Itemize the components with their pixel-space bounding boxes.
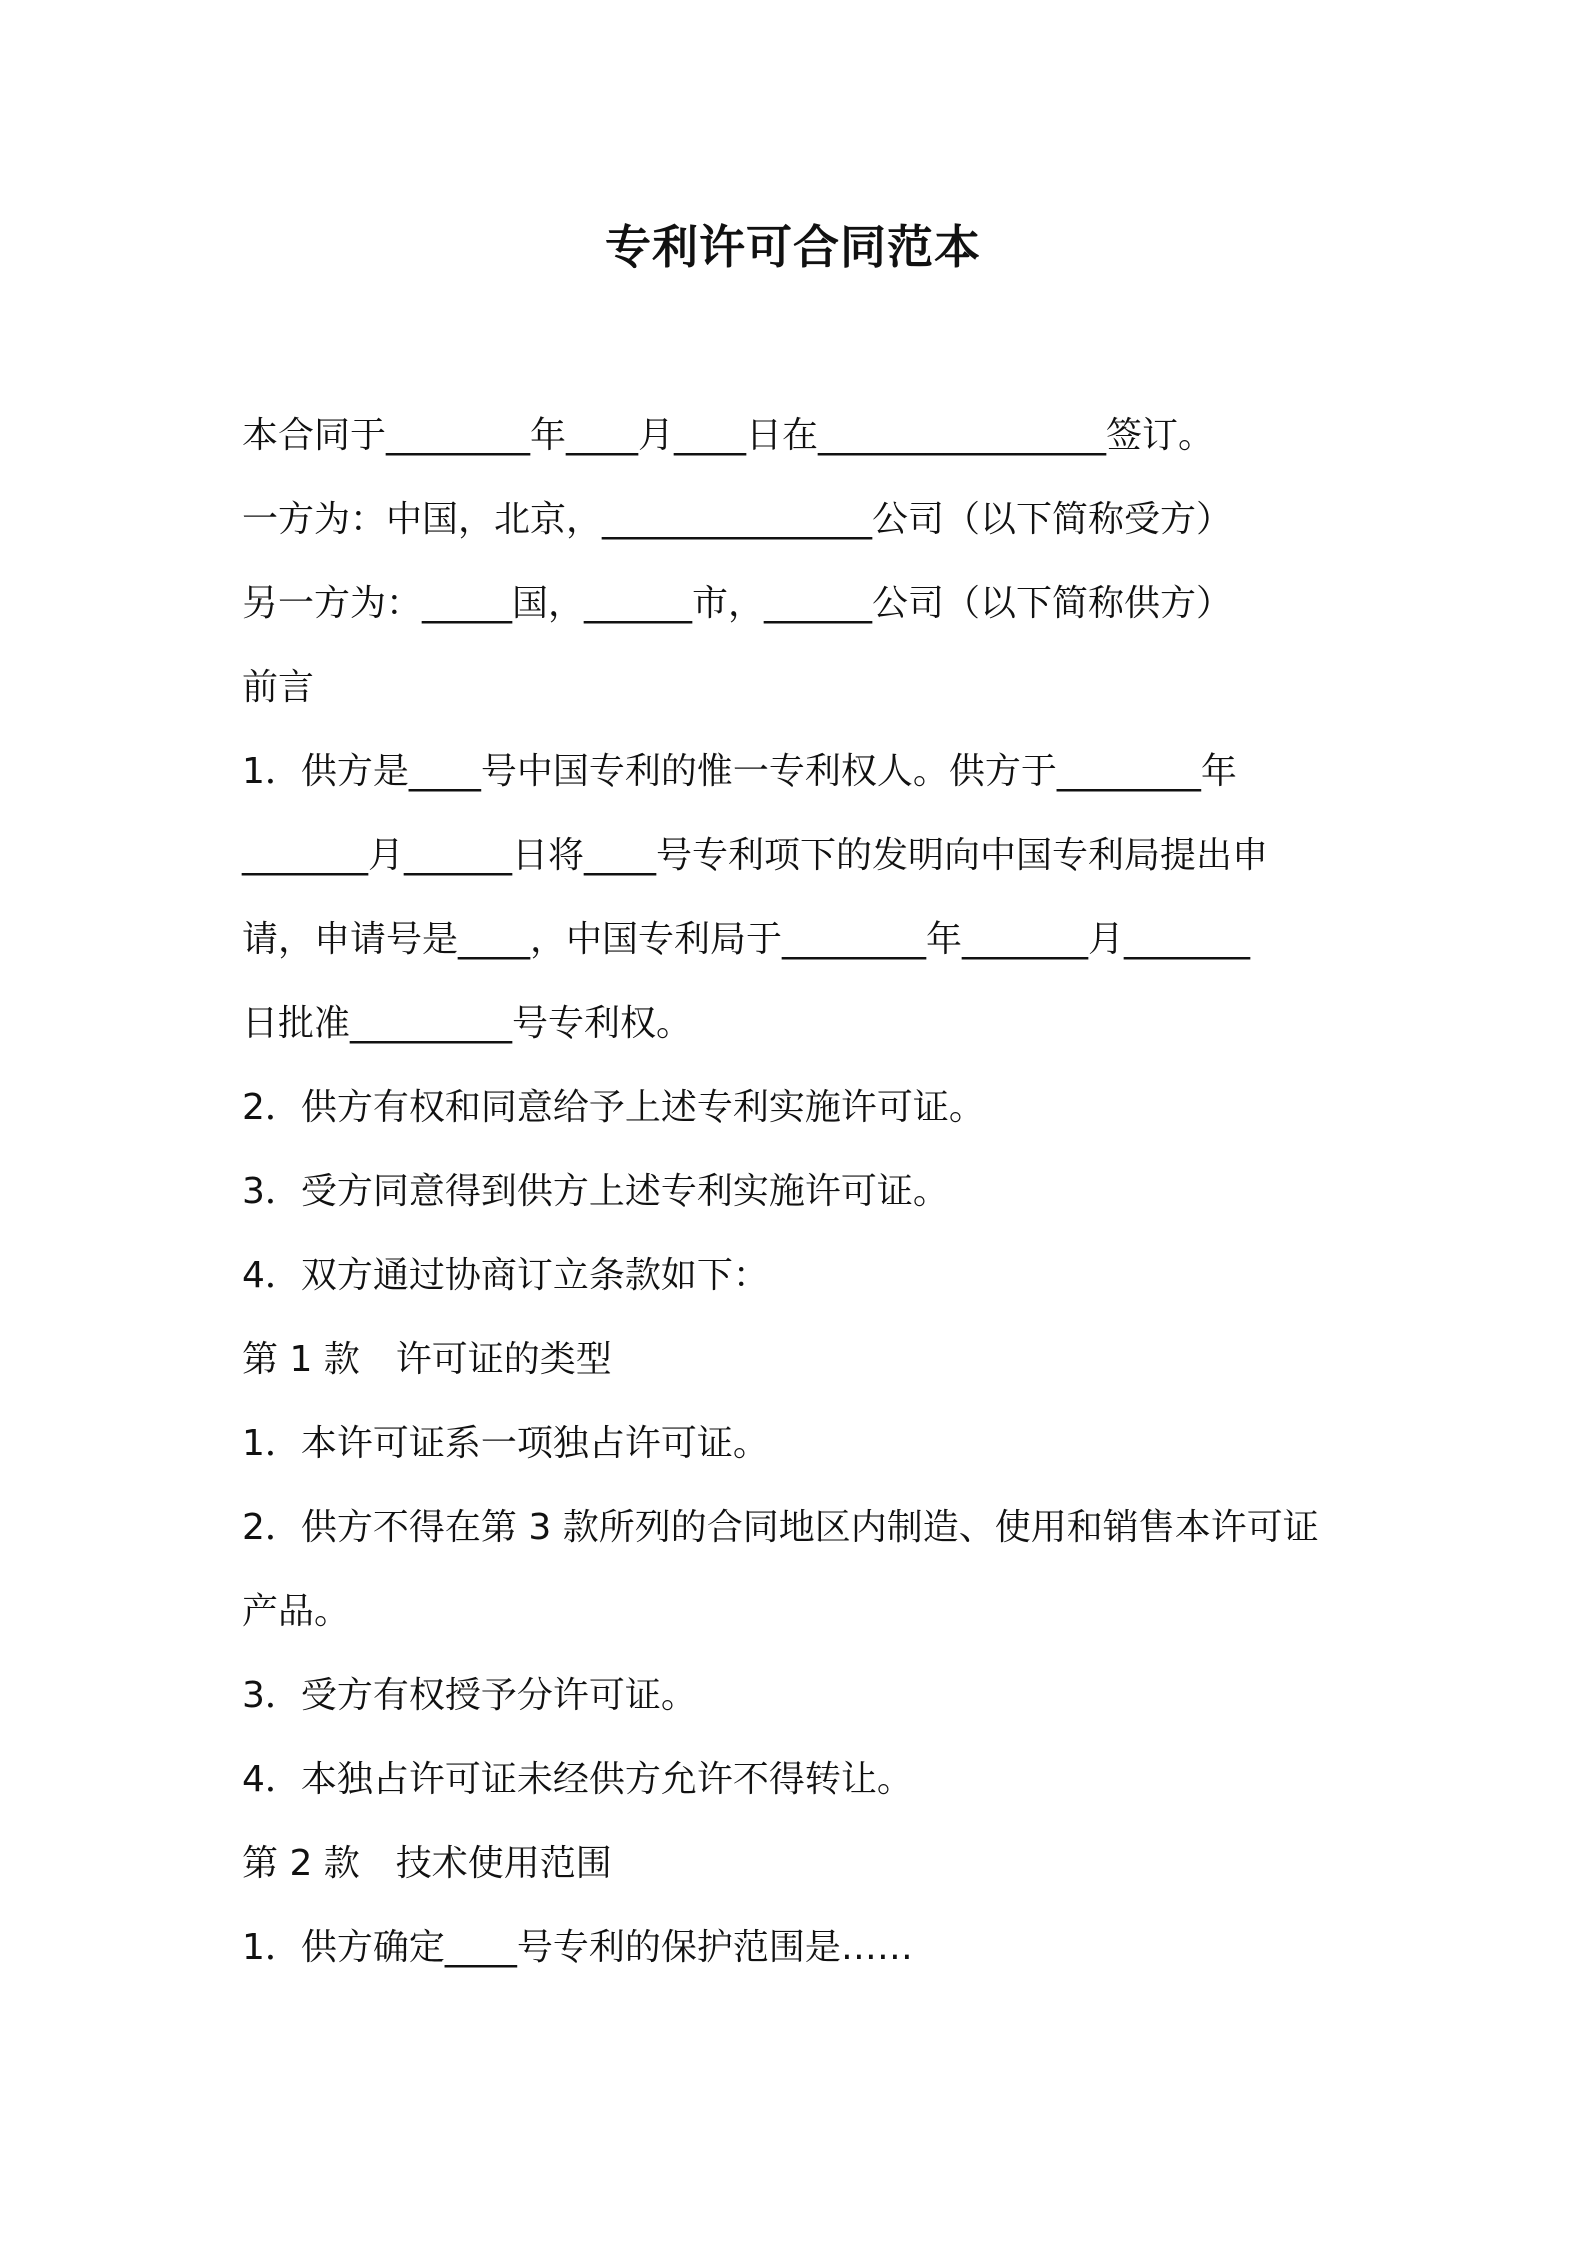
preface-item-1-line-1: 1．供方是____号中国专利的惟一专利权人。供方于________年 [242, 751, 1237, 792]
clause-1-heading: 第 1 款 许可证的类型 [242, 1339, 612, 1380]
clause-1-item-3: 3．受方有权授予分许可证。 [242, 1675, 697, 1716]
party-recipient-line: 一方为：中国，北京，_______________公司（以下简称受方） [242, 499, 1233, 540]
preface-item-1-line-3: 请，申请号是____，中国专利局于________年_______月_______ [242, 919, 1251, 960]
preface-heading: 前言 [242, 667, 315, 708]
preface-item-3: 3．受方同意得到供方上述专利实施许可证。 [242, 1171, 949, 1212]
preface-item-1-line-4: 日批准_________号专利权。 [242, 1003, 693, 1044]
preface-item-2: 2．供方有权和同意给予上述专利实施许可证。 [242, 1087, 985, 1128]
clause-1-item-2-line-2: 产品。 [242, 1591, 351, 1632]
clause-1-item-2-line-1: 2．供方不得在第 3 款所列的合同地区内制造、使用和销售本许可证 [242, 1507, 1319, 1548]
contract-sign-line: 本合同于________年____月____日在________________签订。 [242, 415, 1215, 456]
clause-2-heading: 第 2 款 技术使用范围 [242, 1843, 612, 1884]
document-title: 专利许可合同范本 [605, 220, 981, 274]
party-supplier-line: 另一方为：_____国，______市，______公司（以下简称供方） [242, 583, 1233, 624]
preface-item-1-line-2: _______月______日将____号专利项下的发明向中国专利局提出申 [242, 835, 1269, 876]
clause-2-item-1: 1．供方确定____号专利的保护范围是…… [242, 1927, 913, 1968]
clause-1-item-1: 1．本许可证系一项独占许可证。 [242, 1423, 769, 1464]
clause-1-item-4: 4．本独占许可证未经供方允许不得转让。 [242, 1759, 913, 1800]
preface-item-4: 4．双方通过协商订立条款如下： [242, 1255, 769, 1296]
